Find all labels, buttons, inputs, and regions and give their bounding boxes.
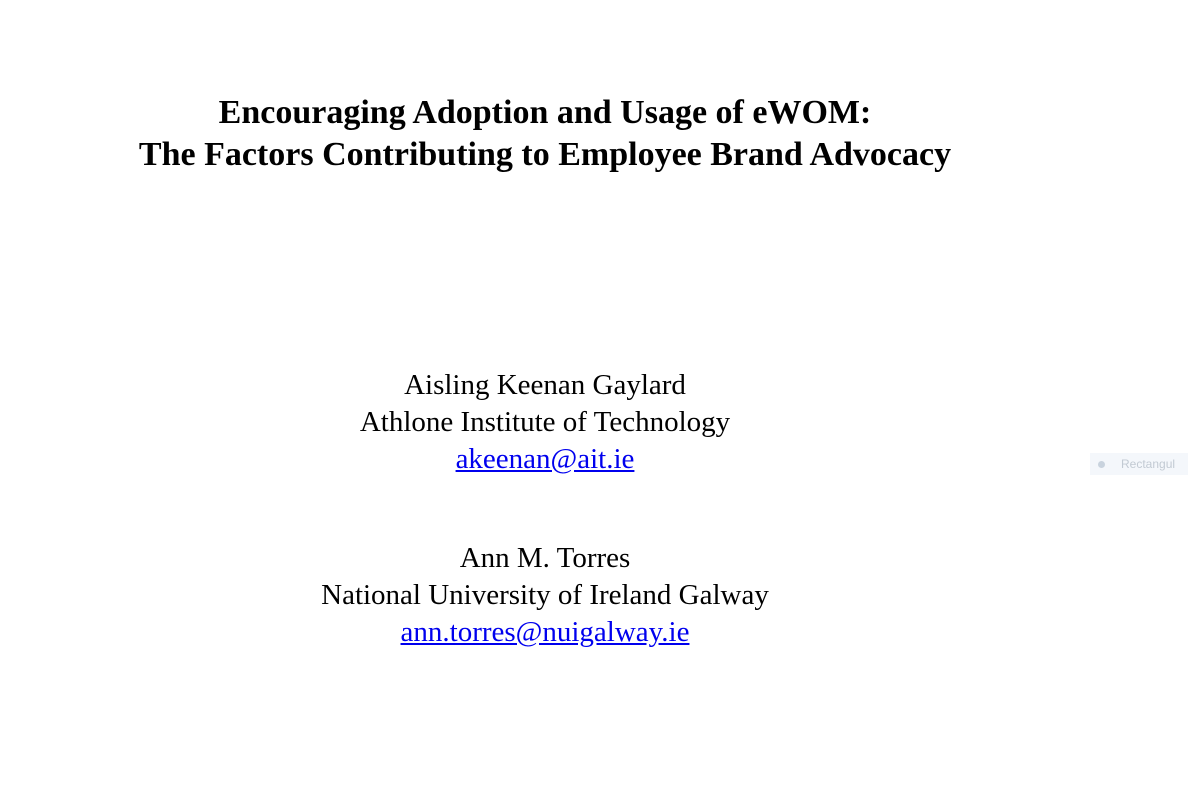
title-line-2: The Factors Contributing to Employee Brand Advocacy [138, 136, 952, 173]
author-email-link[interactable]: akeenan@ait.ie [455, 443, 635, 475]
author-affiliation: National University of Ireland Galway [321, 579, 769, 611]
paper-title [0, 92, 1090, 176]
annotation-dot-icon [1098, 461, 1105, 468]
author-block-1 [0, 367, 1090, 478]
author-affiliation: Athlone Institute of Technology [359, 406, 731, 438]
author-name: Aisling Keenan Gaylard [404, 369, 686, 401]
author-email-link[interactable]: ann.torres@nuigalway.ie [400, 616, 690, 648]
annotation-tab-label: Rectangul [1121, 457, 1176, 471]
author-email-row [0, 614, 1090, 651]
author-name: Ann M. Torres [459, 542, 631, 574]
author-block-2 [0, 540, 1090, 651]
title-line-1: Encouraging Adoption and Usage of eWOM: [218, 94, 872, 131]
annotation-tab[interactable] [1090, 453, 1188, 475]
author-email-row [0, 441, 1090, 478]
